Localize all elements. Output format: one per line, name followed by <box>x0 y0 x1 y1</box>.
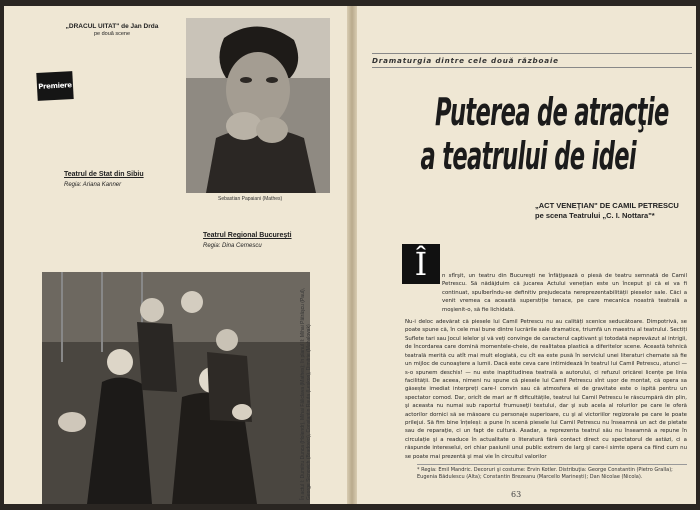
page-number: 63 <box>511 490 522 499</box>
right-page <box>357 6 696 504</box>
theatre-sibiu-name: Teatrul de Stat din Sibiu <box>64 171 144 178</box>
article-body-intro <box>442 272 687 314</box>
section-kicker: Dramaturgia dintre cele două războaie <box>372 53 692 68</box>
section-tag: Premiere <box>36 71 73 101</box>
drop-cap: Î <box>402 244 440 284</box>
article-body-main <box>405 318 687 461</box>
theatre-sibiu-block <box>64 171 144 188</box>
magazine-spread <box>4 6 696 504</box>
play-credit-subtitle: pe două scene <box>93 31 131 38</box>
subhead-line-2: pe scena Teatrului „C. I. Nottara"* <box>535 211 655 221</box>
subhead-line-1: „ACT VENEŢIAN" DE CAMIL PETRESCU <box>535 201 679 210</box>
play-credit-title: „DRACUL UITAT" de Jan Drda <box>65 23 159 30</box>
body-paragraph-intro: n sfîrşit, un teatru din Bucureşti ne înfăţişează o piesă de teatru semnată de Camil Petrescu. Să nădăjduim că jucarea Actului venețian este un început şi că ei va fi continuat, spulberîndu-se definitiv prejudecata nereprezentabilității pieselor sale. Căci a venit vremea ca această superstiție tenace, pe care mecanica noastră teatrală a moşienit-o, să fie lichidată. <box>442 273 687 313</box>
actor-portrait-photo <box>186 18 330 193</box>
theatre-bucharest-block <box>203 232 292 249</box>
article-headline <box>420 90 669 178</box>
play-credit <box>52 23 172 39</box>
article-subhead <box>535 201 700 221</box>
stage-scene-photo <box>42 272 310 504</box>
left-page <box>4 6 347 504</box>
spine-fold <box>347 6 357 504</box>
theatre-sibiu-director: Regia: Ariana Kanner <box>64 182 122 188</box>
theatre-bucharest-name: Teatrul Regional Bucureşti <box>203 232 292 239</box>
actor-portrait-image <box>186 18 330 193</box>
footnote: * Regia: Emil Mandric. Decoruri şi costume: Ervin Kotler. Distribuţia: George Constantin (Pietro Gralla); Eugenia Bădulescu (Alta); Constantin Brezeanu (Marcello Marinești); Dan Nicolae (Nicola). <box>417 464 687 481</box>
stage-scene-image <box>42 272 310 504</box>
stage-photo-caption: În actul I: Dumitru Dunca (Holendr), Mihai Făliclava (Mathes); în planul II: Mihai Pătrăşcu (Paul), George Sicnovich (Bradovici), Constantin Rauta (Leskon), Dimitrie (Mahalovak) <box>300 287 313 500</box>
headline-line-1: Puterea de atracţie <box>435 90 669 134</box>
portrait-caption: Sebastian Papaiani (Mathes) <box>218 196 283 202</box>
body-paragraph-main: Nu-i deloc adevărat că piesele lui Camil Petrescu nu au calități scenice seducătoare. Dimpotrivă, se poate spune că, în cele mai bune dintre lucrările sale dramatice, triumfă un maestru al teatrului. Sectiți Suflete tari sau Jocul ielelor şi vă veți convinge de caracterul captivant şi totodată neprevăzut al intrigii, de încordarea care domină momentele-cheie, de realitatea plastică a diferitelor scene. Această tehnică teatrală merită cu atît mai mult elogiată, cu cît ea este pusă în serviciul unei literaturi chemate să fie un mijloc de cunoaştere a lumii. Dacă este ceva care intimidează în teatrul lui Camil Petrescu, atunci — s-o spunem deschis! — nu este inaptitudinea teatrală a autorului, ci refuzul oricărei licențe pe linia facilității. De aceea, nimeni nu spune că piesele lui Camil Petrescu sînt ușor de montat, că opera sa găsește imediat interpreți care-l convin sau că atmosfera ei de gravitate este o ispită pentru un spectator comod. Dar, oricît de mari ar fi dificultățile, teatrul lui Camil Petrescu le răscumpără din plin, şi aceasta nu numai sub raportul frumuseţii textului, dar şi sub acela al rolurilor pe care le oferă actorilor dornici să se măsoare cu personaje superioare, cu şi al victoriilor regizorale pe care le poate prilejui. Să fim bine înțeleși: a pune în scenă piesele lui Camil Petrescu nu înseamnă un act de pietate sau de reparaţie, ci un fapt de cultură. Asadar, a reprezenta teatrul său nu înseamnă a repune în circulație şi a readuce în actualitate o literatură fără contact direct cu spectatorul de astăzi, ci a răspunde intereselui, ori chiar pasiunii unui public extrem de larg şi care-i simte opera ca fiind cum nu se poate mai prezentă şi mai vie în circuitul valorilor <box>405 319 687 460</box>
theatre-bucharest-director: Regia: Dina Cernescu <box>203 243 262 249</box>
headline-line-2: a teatrului de idei <box>420 133 636 178</box>
